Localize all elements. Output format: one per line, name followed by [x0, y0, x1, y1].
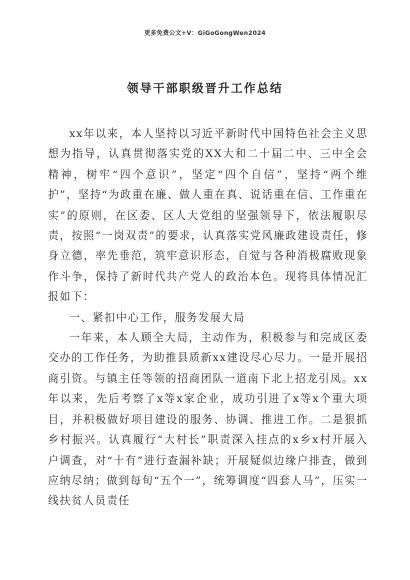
document-title: 领导干部职级晋升工作总结 — [127, 81, 283, 95]
document-body — [48, 124, 368, 512]
header-note: 更多免费公文+V：GiGoGongWen2024 — [144, 30, 266, 37]
intro-paragraph: xx年以来，本人坚持以习近平新时代中国特色社会主义思想为指导，认真贯彻落实党的XX大和二十届二中、三中全会精神，树牢“四个意识”，坚定“四个自信”，坚持“两个维护”，坚持“为政重在廉、做人重在真、说话重在信、工作重在实”的原则，在区委、区人大党组的坚强领导下，依法履职尽责，按照“一岗双责”的要求，认真落实党风廉政建设责任，修身立德，率先垂范，筑牢意识形态，自觉与各种消极腐败现象作斗争，保持了新时代共产党人的政治本色。现将具体情况汇报如下： — [48, 128, 368, 304]
section-paragraph: 一年来，本人顾全大局，主动作为，积极参与和完成区委交办的工作任务，为助推县质新xx建设尽心尽力。一是开展招商引资。与镇主任等领的招商团队一道南下北上招龙引凤。xx年以来，先后考察了x等x家企业，成功引进了x等x个重大项目，并积极做好项目建设的服务、协调、推进工作。二是狠抓乡村振兴。认真履行“大村长”职责深入挂点的x乡x村开展入户调查，对“十有”进行查漏补缺；开展疑似边缘户排查，做到应纳尽纳；做到每旬“五个一”，统筹调度“四套人马”，压实一线扶贫人员责任 — [48, 332, 368, 508]
section-heading: 一、紧扣中心工作，服务发展大局 — [69, 311, 246, 324]
